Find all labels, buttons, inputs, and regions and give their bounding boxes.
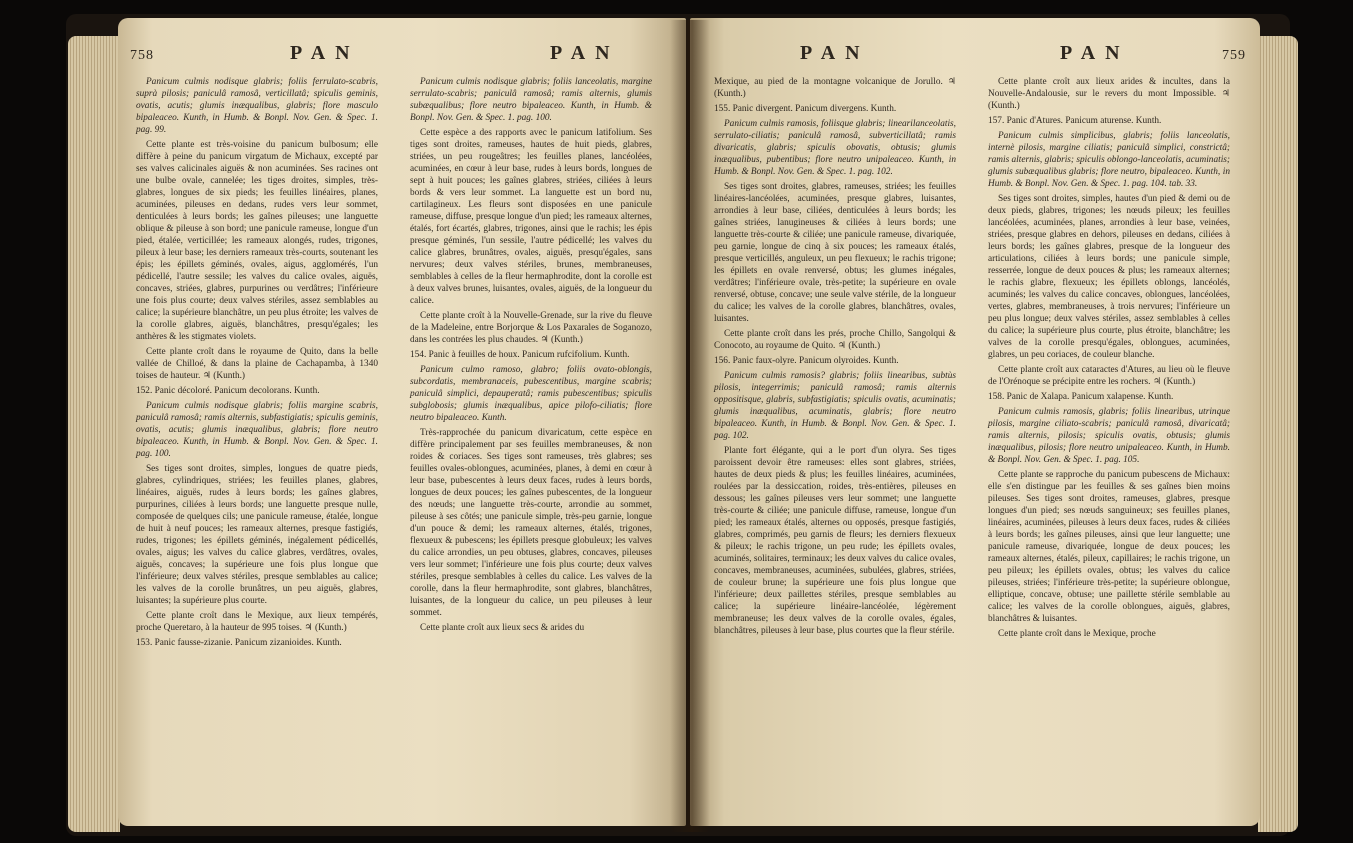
paragraph: Ses tiges sont droites, simples, longues de quatre pieds, glabres, cylindriques, striées; les feuilles planes, glabres, linéaires, aiguës, rudes à leurs bords; les gaînes glabres, purpurines, ciliées à leurs bords; une languette presque nulle, composée de quelques cils; une panicule rameuse, étalée, longue de huit à neuf pouces; les rameaux alternes, presque fastigiés, rudes, trigones; les épillets géminés, inégalement pédicellés, ovales, aigus; les valves du calice glabres, verdâtres, ovales, aiguës, concaves; la supérieure une fois plus longue que l'inférieure; deux valves stériles, presque semblables au calice; les valves de la corolle brunâtres, un peu aiguës, glabres, luisantes; la supérieure plus courte. <box>136 464 378 606</box>
running-head: PAN <box>290 42 360 64</box>
paragraph: Cette plante croît à la Nouvelle-Grenade, sur la rive du fleuve de la Madeleine, entre Borjorque & Los Paxarales de Soganozo, dans les contrées les plus chaudes. ♃ (Kunth.) <box>410 311 652 345</box>
paragraph: Cette plante croît dans les prés, proche Chillo, Sangolqui & Conocoto, au royaume de Quito. ♃ (Kunth.) <box>714 329 956 351</box>
text-column-right <box>410 76 652 637</box>
paragraph: Ses tiges sont droites, simples, hautes d'un pied & demi ou de deux pieds, glabres, trigones; les nœuds pileux; les feuilles lancéolées, acuminées, planes, arrondies à leur base, veinées, striées, presque glabres en dehors, pileuses en dedans, ciliées à leurs bords; les gaînes glabres, presque de la longueur des articulations, ciliées à leurs bords; une panicule simple, resserrée, longue de deux pouces & plus; les rameaux alternes; le rachis glabre, flexueux; les épillets oblongs, lancéolés, acuminés; les valves du calice concaves, oblongues, lancéolées, vertes, glabres, membraneuses, à trois nervures; l'inférieure un peu plus longue; deux valves stériles, assez semblables à celles du calice; la supérieure plus courte, plus étroite, blanchâtre; les valves de la corolle presqu'égales, oblongues, acuminées, glabres, un peu coriaces, de couleur blanche. <box>988 194 1230 360</box>
text-column-right <box>988 76 1230 643</box>
paragraph: Cette plante croît aux cataractes d'Atures, au lieu où le fleuve de l'Orénoque se précipite entre les rochers. ♃ (Kunth.) <box>988 365 1230 387</box>
running-head: PAN <box>1060 42 1130 64</box>
entry-heading: Mexique, au pied de la montagne volcanique de Jorullo. ♃ (Kunth.) <box>714 77 956 99</box>
right-page-edges <box>1258 36 1298 832</box>
running-head: PAN <box>800 42 870 64</box>
entry-heading: 154. Panic à feuilles de houx. Panicum rufcifolium. Kunth. <box>410 350 630 360</box>
text-column-left <box>714 76 956 640</box>
paragraph: Cette plante croît aux lieux arides & incultes, dans la Nouvelle-Andalousie, sur le revers du mont Impossible. ♃ (Kunth.) <box>988 77 1230 111</box>
left-page <box>118 18 686 826</box>
left-page-edges <box>68 36 120 832</box>
paragraph: Cette plante croît dans le royaume de Quito, dans la belle vallée de Chilloé, & dans la plaine de Cachapamba, à 1340 toises de hauteur. ♃ (Kunth.) <box>136 347 378 381</box>
running-head: PAN <box>550 42 620 64</box>
page-number: 759 <box>1222 48 1246 63</box>
paragraph: Très-rapprochée du panicum divaricatum, cette espèce en diffère principalement par ses feuilles membraneuses, & non roides & coriaces. Ses tiges sont rameuses, très glabres; ses feuilles ovales-oblongues, acuminées, planes, à demi en cœur à leur base, pubescentes à leurs deux faces, rudes à leurs bords, longues de deux pouces; les gaînes pubescentes, de la longueur des nœuds; une languette très-courte, arrondie au sommet, pileuse à ses côtés; une panicule simple, très-peu garnie, longue d'un pouce & demi; les rameaux alternes, étalés, trigones, flexueux & pubescens; les épillets presque globuleux; les valves du calice arrondies, un peu obtuses, glabres, concaves, pileuses vers leur sommet; l'inférieure une fois plus courte; deux valves stériles, presque semblables à celles du calice. Les valves de la corolle, dans la fleur hermaphrodite, sont glabres, blanchâtres, luisantes, de la longueur du calice, un peu pileuses à leur sommet. <box>410 428 652 618</box>
latin-diagnosis: Panicum culmis nodisque glabris; foliis ferrulato-scabris, suprà pilosis; paniculâ ramosâ, verticillatâ; spiculis geminis, ovatis, acutis; glumis inæqualibus, glabris; flore masculo bipaleaceo. Kunth, in Humb. & Bonpl. Nov. Gen. & Spec. 1. pag. 99. <box>136 77 378 135</box>
paragraph: Ses tiges sont droites, glabres, rameuses, striées; les feuilles linéaires-lancéolées, acuminées, presque glabres, luisantes, arrondies à leur base, ciliées, denticulées à leurs bords; les gaînes striées, lanugineuses & ciliées à leurs bords; une languette très-courte & ciliée; une panicule rameuse, divariquée, peu garnie, longue de cinq à six pouces; les rameaux étalés, presque verticillés, anguleux, un peu flexueux; le rachis trigone; les épillets en ovale renversé, obtus; les glumes inégales, verdâtres; l'inférieure ovale, très-petite; la supérieure en ovale renversé, obtuse, concave; une seule valve stérile, de la longueur du calice; les valves de la corolle glabres, blanchâtres, ovales, luisantes. <box>714 182 956 324</box>
entry-heading: 153. Panic fausse-zizanie. Panicum zizanioides. Kunth. <box>136 638 342 648</box>
paragraph: Cette plante se rapproche du panicum pubescens de Michaux: elle s'en distingue par les feuilles & ses gaînes bien moins pileuses. Ses tiges sont droites, rameuses, glabres, presque longues d'un pied; ses nœuds sanguineux; ses feuilles planes, linéaires, acuminées, pileuses à leurs deux faces, rudes & ciliées à leurs bords; les gaînes pileuses, ainsi que leur languette; une panicule rameuse, divariquée, longue de deux pouces; les rameaux alternes, étalés, pileux, capillaires; le rachis trigone, un peu pileux; les épillets ovales, obtus; les valves du calice pileuses, striées; l'inférieure très-petite; la supérieure oblongue, elliptique, concave, obtuse; une paillette stérile semblable au calice; les valves de la corolle oblongues, aiguës, glabres, blanchâtres & luisantes. <box>988 470 1230 624</box>
entry-heading: 158. Panic de Xalapa. Panicum xalapense. Kunth. <box>988 392 1174 402</box>
text-column-left <box>136 76 378 652</box>
entry-heading: 152. Panic décoloré. Panicum decolorans. Kunth. <box>136 386 320 396</box>
right-page <box>690 18 1260 826</box>
latin-diagnosis: Panicum culmis ramosis, foliisque glabris; linearilanceolatis, serrulato-ciliatis; paniculâ ramosâ, subverticillatâ; ramis divaricatis, glabris; spiculis obovatis, obtusis; glumis inæqualibus, pubentibus; flore neutro unipaleaceo. Kunth, in Humb. & Bonpl. Nov. Gen. & Spec. 1. pag. 102. <box>714 119 956 177</box>
entry-heading: 157. Panic d'Atures. Panicum aturense. Kunth. <box>988 116 1162 126</box>
latin-diagnosis: Panicum culmo ramoso, glabro; foliis ovato-oblongis, subcordatis, membranaceis, pubescentibus, margine scabris; paniculâ simplici, depauperatâ; ramis pubescentibus; spiculis subglobosis; glumis inæqualibus, apice pilofo-ciliatis; flore neutro bipaleaceo. Kunth. <box>410 365 652 423</box>
latin-diagnosis: Panicum culmis simplicibus, glabris; foliis lanceolatis, internè pilosis, margine ciliatis; paniculâ simplici, constrictâ; ramis alternis, glabris; spiculis oblongo-lanceolatis, acuminatis; glumis subæqualibus glabris; flore neutro, bipaleaceo. Kunth, in Humb. & Bonpl. Nov. Gen. & Spec. 1. pag. 104. tab. 33. <box>988 131 1230 189</box>
latin-diagnosis: Panicum culmis nodisque glabris; foliis margine scabris, paniculâ ramosâ; ramis alternis, subfastigiatis; spiculis geminis, ovatis, acutis; glumis inæqualibus, glabris; flore neutro bipaleaceo. Kunth, in Humb. & Bonpl. Nov. Gen. & Spec. 1. pag. 100. <box>136 401 378 459</box>
latin-diagnosis: Panicum culmis ramosis, glabris; foliis linearibus, utrinque pilosis, margine ciliato-scabris; paniculâ ramosâ, divaricatâ; ramis alternis, pilosis; spiculis ovatis, obtusis; glumis inæqualibus, pilosis; flore neutro unipaleaceo. Kunth, in Humb. & Bonpl. Nov. Gen. & Spec. 1. pag. 105. <box>988 407 1230 465</box>
latin-diagnosis: Panicum culmis ramosis? glabris; foliis linearibus, subtùs pilosis, integerrimis; paniculâ ramosâ; ramis alternis oppositisque, glabris, subfastigiatis; spiculis ovatis, acuminatis; glumis inæqualibus, acuminatis, glabris; flore neutro bipaleaceo. Kunth, in Humb. & Bonpl. Nov. Gen. & Spec. 1. pag. 102. <box>714 371 956 441</box>
page-number: 758 <box>130 48 154 63</box>
paragraph: Cette plante est très-voisine du panicum bulbosum; elle diffère à peine du panicum virgatum de Michaux, excepté par ses valves calicinales aiguës & non acuminées. Ses racines ont une bulbe ovale, cannelée; les tiges droites, simples, très-glabres, longues de six pieds; les feuilles linéaires, planes, acuminées, pileuses en dedans, rudes vers leur sommet, denticulées à leurs bords; les gaînes pileuses; une languette oblique & pileuse à son bord; une panicule rameuse, longue d'un pied, étalée, verticillée; les rameaux alongés, rudes, trigones, pileux à leur base; les derniers rameaux très-courts, soutenant les épis; les épillets géminés, ovales, aigus, agglomérés, l'un pédicellé, l'autre sessile; les valves du calice ovales, aiguës, concaves, striées, glabres, purpurines ou verdâtres; l'inférieure une fois plus courte; deux valves stériles, assez semblables au calice; la supérieure blanchâtre, un peu plus étroite; les valves de la corolle glabres, aiguës, blanchâtres, presqu'égales; les anthères & les stigmates violets. <box>136 140 378 342</box>
paragraph: Cette plante croît dans le Mexique, proche <box>998 629 1156 639</box>
paragraph: Plante fort élégante, qui a le port d'un olyra. Ses tiges paroissent devoir être rameuses: elles sont glabres, striées, hautes de deux pieds & plus; les feuilles linéaires, acuminées, roulées par la dessiccation, roides, très-entières, pileuses en dessous; les gaînes pileuses vers leur sommet; une languette très-courte & ciliée; une panicule diffuse, rameuse, longue d'un pied; les rameaux étalés, alternes ou opposés, presque fastigiés, glabres, comprimés, peu garnis de fleurs; les derniers flexueux & pileux; le rachis trigone, un peu rude; les épillets ovales, acuminés, solitaires, terminaux; les deux valves du calice ovales, concaves, membraneuses, acuminées, subulées, glabres, striées, de couleur brune; la supérieure une fois plus longue que l'inférieure; deux paillettes stériles, presque semblables au calice; la supérieure linéaire-lancéolée, légèrement membraneuse; les deux valves de la corolle ovales, égales, blanchâtres, pileuses à leur base, plus courtes que la fleur stérile. <box>714 446 956 636</box>
entry-heading: 155. Panic divergent. Panicum divergens. Kunth. <box>714 104 897 114</box>
entry-heading: 156. Panic faux-olyre. Panicum olyroides. Kunth. <box>714 356 899 366</box>
paragraph: Cette espèce a des rapports avec le panicum latifolium. Ses tiges sont droites, rameuses, hautes de huit pieds, glabres, striées, un peu rougeâtres; les feuilles planes, lancéolées, acuminées, en cœur à leur base, rudes à leurs bords, longues de sept à huit pouces; les gaînes glabres, striées, ciliées à leurs bords & vers leur sommet. La languette est un bord nu, cartilagineux. Les fleurs sont disposées en une panicule rameuse, diffuse, presque longue d'un pied; les rameaux alternes, étalés, fort écartés, glabres, trigones, ainsi que le rachis; les épis presque géminés, l'un sessile, l'autre pédicellé; les valves du calice glabres, brunâtres, ovales, aiguës, presqu'égales, sans nervures; deux valves stériles, brunes, membraneuses, semblables à celles de la fleur hermaphrodite, dont la corolle est à deux valves brunes, luisantes, ovales, aiguës, de la longueur du calice. <box>410 128 652 306</box>
paragraph: Cette plante croît dans le Mexique, aux lieux tempérés, proche Queretaro, à la hauteur de 995 toises. ♃ (Kunth.) <box>136 611 378 633</box>
book-gutter <box>670 20 710 832</box>
latin-diagnosis: Panicum culmis nodisque glabris; foliis lanceolatis, margine serrulato-scabris; paniculâ ramosâ; ramis alternis, glumis subæqualibus; flore neutro bipaleaceo. Kunth, in Humb. & Bonpl. Nov. Gen. & Spec. 1. pag. 100. <box>410 77 652 123</box>
paragraph: Cette plante croît aux lieux secs & arides du <box>420 623 585 633</box>
